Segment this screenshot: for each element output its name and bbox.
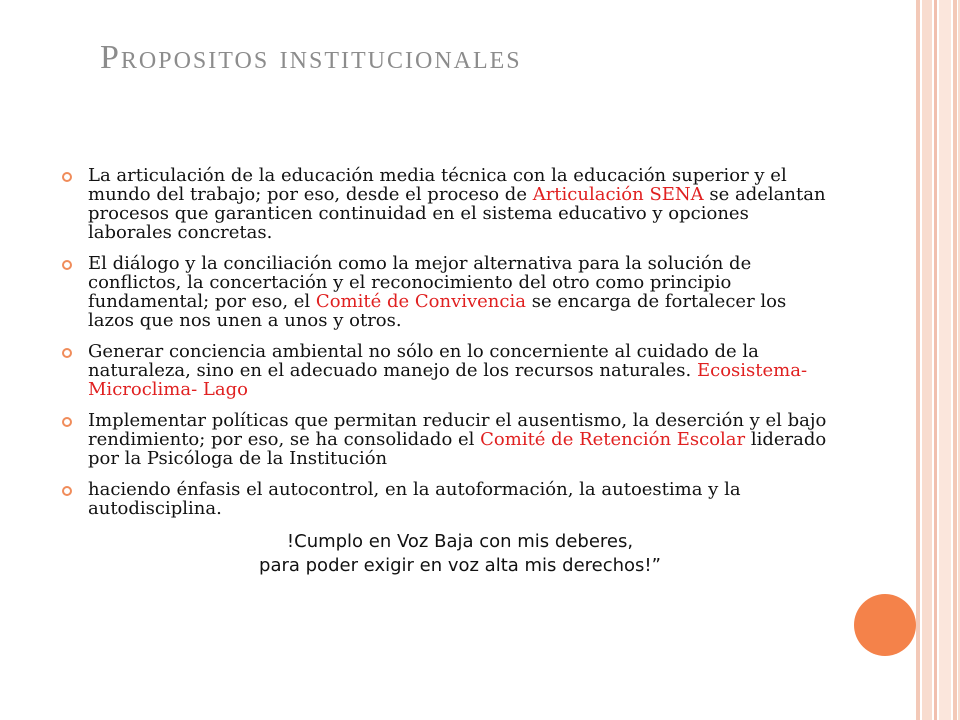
highlight-ecosistema: Ecosistema- Microclima- Lago [88, 360, 808, 400]
bullet-item-retencion [62, 411, 832, 468]
bullet-text: haciendo énfasis el autocontrol, en la autoformación, la autoestima y la autodisciplina. [88, 479, 741, 519]
bullet-circle-icon [62, 348, 72, 358]
bullet-text: se encarga de fortalecer los lazos que nos unen a unos y otros. [88, 291, 787, 331]
bullet-circle-icon [62, 260, 72, 270]
highlight-articulacion-sena: Articulación SENA [532, 184, 704, 205]
motto-line-2: para poder exigir en voz alta mis derechos!” [259, 555, 661, 576]
bullet-text: liderado por la Psicóloga de la Institución [88, 429, 827, 469]
highlight-comite-convivencia: Comité de Convivencia [315, 291, 526, 312]
bullet-item-ambiental [62, 342, 832, 399]
bullet-circle-icon [62, 486, 72, 496]
bullet-text: El diálogo y la conciliación como la mejor alternativa para la solución de conflictos, la concertación y el reconocimiento del otro como principio fundamental; por eso, el [88, 253, 752, 312]
bullet-text: se adelantan procesos que garanticen continuidad en el sistema educativo y opciones laborales concretas. [88, 184, 826, 243]
bullet-list [62, 166, 832, 518]
slide-body [62, 166, 832, 578]
bullet-text: Generar conciencia ambiental no sólo en lo concerniente al cuidado de la naturaleza, sino en el adecuado manejo de los recursos naturales. [88, 341, 759, 381]
decorative-side-stripes [916, 0, 960, 720]
bullet-text: Implementar políticas que permitan reducir el ausentismo, la deserción y el bajo rendimiento; por eso, se ha consolidado el [88, 410, 827, 450]
slide-title: Propositos institucionales [100, 39, 522, 76]
stripe [953, 0, 957, 720]
stripe [934, 0, 937, 720]
stripe [922, 0, 932, 720]
bullet-item-convivencia [62, 254, 832, 330]
bullet-item-autocontrol [62, 480, 832, 518]
stripe [916, 0, 920, 720]
bullet-item-articulacion [62, 166, 832, 242]
title-divider [50, 118, 750, 119]
highlight-comite-retencion: Comité de Retención Escolar [480, 429, 746, 450]
motto-line-1: !Cumplo en Voz Baja con mis deberes, [286, 531, 634, 552]
bullet-circle-icon [62, 417, 72, 427]
bullet-circle-icon [62, 172, 72, 182]
bullet-text: La articulación de la educación media técnica con la educación superior y el mundo del trabajo; por eso, desde el proceso de [88, 165, 787, 205]
decorative-circle [854, 594, 916, 656]
stripe [939, 0, 951, 720]
